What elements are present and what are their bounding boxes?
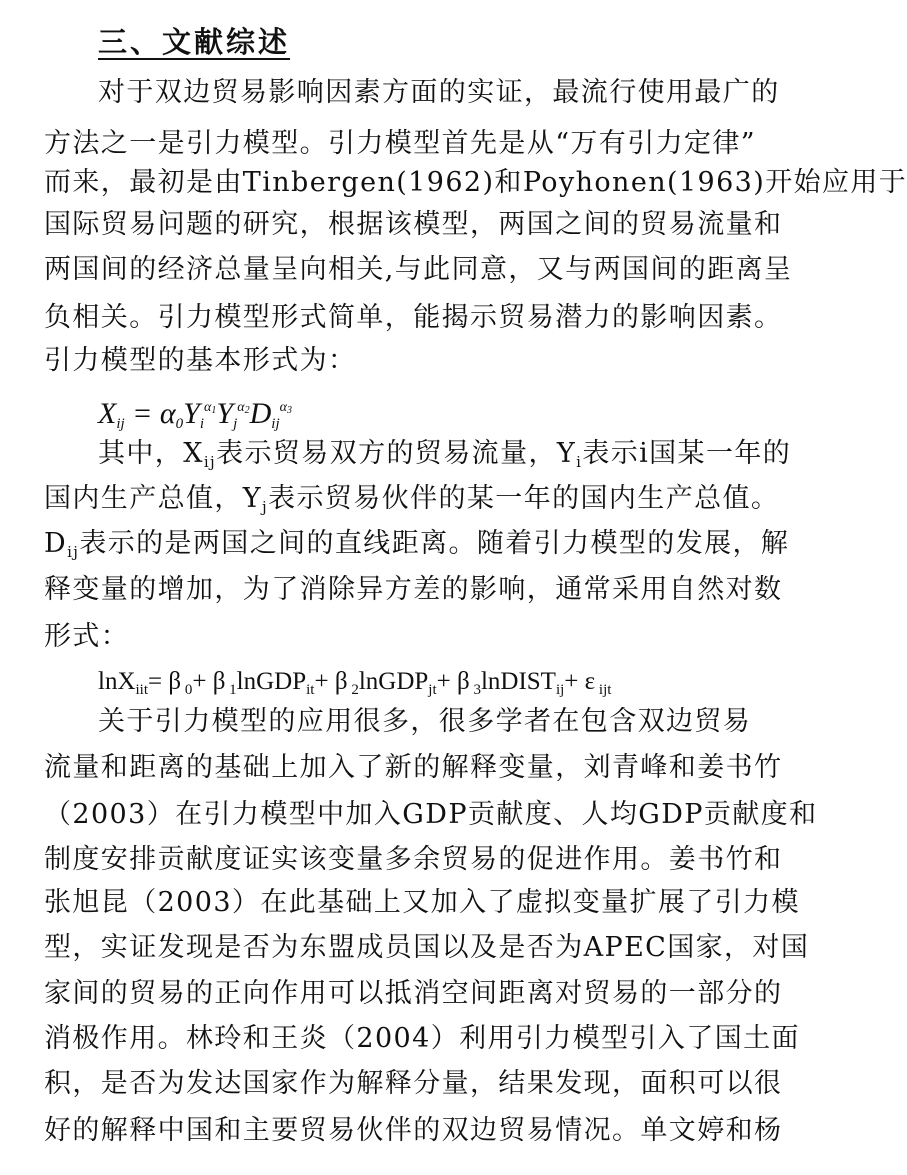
paragraph-line: 而来，最初是由Tinbergen(1962)和Poyhonen(1963)开始应用于 bbox=[44, 167, 907, 198]
paragraph-line: $D_{ij}$表示的是两国之间的直线距离。随着引力模型的发展，解 bbox=[44, 528, 790, 561]
paragraph-line: 形式： bbox=[44, 621, 130, 652]
paragraph-line: 型，实证发现是否为东盟成员国以及是否为APEC国家，对国 bbox=[44, 932, 810, 963]
section-heading: 三、文献综述 bbox=[98, 25, 291, 59]
gravity-model-formula: $X_{ij} = \alpha_0Y_i^{\alpha 1}Y_j^{\alpha 2}D_{ij}^{\alpha 3}$ bbox=[98, 397, 292, 432]
paragraph-line: 释变量的增加，为了消除异方差的影响，通常采用自然对数 bbox=[44, 574, 783, 605]
paragraph-line: 流量和距离的基础上加入了新的解释变量，刘青峰和姜书竹 bbox=[44, 752, 783, 783]
paragraph-line: 张旭昆（2003）在此基础上又加入了虚拟变量扩展了引力模 bbox=[44, 887, 800, 918]
paragraph-line: 家间的贸易的正向作用可以抵消空间距离对贸易的一部分的 bbox=[44, 978, 783, 1009]
paragraph-line: 积，是否为发达国家作为解释分量，结果发现，面积可以很 bbox=[44, 1068, 783, 1099]
paragraph-line: 消极作用。林玲和王炎（2004）利用引力模型引入了国土面 bbox=[44, 1023, 800, 1054]
paragraph-line: 两国间的经济总量呈向相关,与此同意，又与两国间的距离呈 bbox=[44, 254, 793, 285]
paragraph-line: 关于引力模型的应用很多，很多学者在包含双边贸易 bbox=[98, 706, 752, 737]
paragraph-line: 好的解释中国和主要贸易伙伴的双边贸易情况。单文婷和杨 bbox=[44, 1115, 783, 1146]
paragraph-line: 国内生产总值，$Y_j$表示贸易伙伴的某一年的国内生产总值。 bbox=[44, 483, 780, 516]
paragraph-line: 对于双边贸易影响因素方面的实证，最流行使用最广的 bbox=[98, 77, 780, 108]
paragraph-line: 方法之一是引力模型。引力模型首先是从“万有引力定律” bbox=[44, 128, 757, 159]
paragraph-line: 负相关。引力模型形式简单，能揭示贸易潜力的影响因素。 bbox=[44, 302, 783, 333]
paragraph-line: 其中，$X_{ij}$表示贸易双方的贸易流量，$Y_i$表示i国某一年的 bbox=[98, 438, 792, 471]
log-linear-formula: lnX$_{iit}$= β $_0$+ β $_1$lnGDP$_{it}$+ β $_2$lnGDP$_{jt}$+ β $_3$lnDIST$_{ij}$+ ε $_{ijt}$ bbox=[98, 668, 612, 698]
paragraph-line: 引力模型的基本形式为： bbox=[44, 345, 357, 376]
paragraph-line: （2003）在引力模型中加入GDP贡献度、人均GDP贡献度和 bbox=[44, 799, 818, 830]
paragraph-line: 国际贸易问题的研究，根据该模型，两国之间的贸易流量和 bbox=[44, 209, 783, 240]
paragraph-line: 制度安排贡献度证实该变量多余贸易的促进作用。姜书竹和 bbox=[44, 844, 783, 875]
